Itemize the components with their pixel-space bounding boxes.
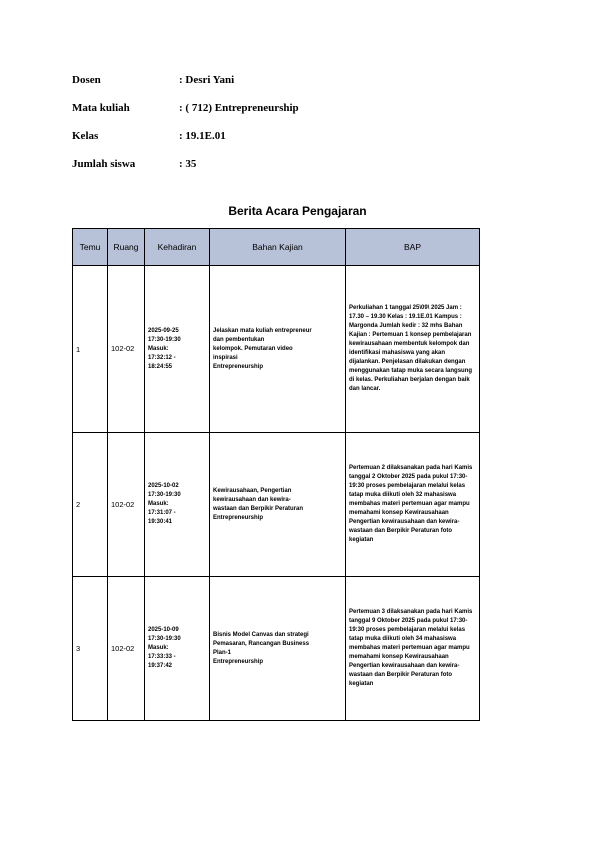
kehadiran-line: 17:30-19:30 xyxy=(148,636,181,642)
bahan-line: Pemasaran, Rancangan Business xyxy=(213,640,310,647)
bahan-line: kelompok. Pemutaran video xyxy=(213,345,293,352)
bahan-line: kewirausahaan dan kewira- xyxy=(213,496,291,503)
bahan-line: Bisnis Model Canvas dan strategi xyxy=(213,631,309,638)
table-row xyxy=(73,433,480,577)
cell-bahan-kajian xyxy=(210,433,346,577)
header-bap: BAP xyxy=(346,229,480,266)
table-row xyxy=(73,266,480,433)
kehadiran-line: 17:30-19:30 xyxy=(148,336,181,343)
kehadiran-line: Masuk: xyxy=(148,501,169,507)
kehadiran-line: 19:30:41 xyxy=(148,519,173,525)
info-value: : 35 xyxy=(179,158,197,170)
cell-ruang: 102-02 xyxy=(108,433,145,577)
cell-kehadiran xyxy=(145,266,210,433)
bahan-line: wastaan dan Berpikir Peraturan xyxy=(213,505,304,512)
bahan-line: Entrepreneurship xyxy=(213,658,264,665)
kehadiran-line: Masuk: xyxy=(148,645,169,651)
page-title: Berita Acara Pengajaran xyxy=(228,204,367,218)
bahan-line: Jelaskan mata kuliah entrepreneur xyxy=(213,327,312,334)
info-label: Dosen xyxy=(72,74,101,86)
cell-bap: Perkuliahan 1 tanggal 25\09\ 2025 Jam : 17.30 – 19.30 Kelas : 19.1E.01 Kampus : Margonda Jumlah kedir : 32 mhs Bahan Kajian : Pertemuan 1 konsep pembelajaran kewirausahaan membentuk kelompok dan identifikasi mahasiswa yang akan dijalankan. Penjelasan dilakukan dengan menggunakan tatap muka secara langsung di kelas. Perkuliahan berjalan dengan baik dan lancar. xyxy=(346,266,480,433)
cell-bahan-kajian xyxy=(210,577,346,721)
cell-temu: 2 xyxy=(73,433,108,577)
cell-kehadiran xyxy=(145,433,210,577)
bahan-line: inspirasi xyxy=(213,354,238,361)
kehadiran-line: Masuk: xyxy=(148,345,169,352)
info-label: Kelas xyxy=(72,130,99,142)
info-row-dosen xyxy=(72,66,492,94)
header-bahan-kajian: Bahan Kajian xyxy=(210,229,346,266)
bahan-line: Entrepreneurship xyxy=(213,514,264,521)
kehadiran-line: 18:24:55 xyxy=(148,363,173,370)
bahan-line: Kewirausahaan, Pengertian xyxy=(213,487,292,494)
cell-bahan-kajian xyxy=(210,266,346,433)
kehadiran-line: 17:30-19:30 xyxy=(148,492,181,498)
kehadiran-line: 17:31:07 - xyxy=(148,510,176,516)
cell-temu: 3 xyxy=(73,577,108,721)
cell-temu: 1 xyxy=(73,266,108,433)
bahan-line: dan pembentukan xyxy=(213,336,265,343)
cell-kehadiran xyxy=(145,577,210,721)
course-info xyxy=(72,66,492,178)
table-row xyxy=(73,577,480,721)
cell-ruang: 102-02 xyxy=(108,266,145,433)
bahan-line: Entrepreneurship xyxy=(213,363,264,370)
kehadiran-line: 2025-09-25 xyxy=(148,327,179,334)
header-temu: Temu xyxy=(73,229,108,266)
header-ruang: Ruang xyxy=(108,229,145,266)
table-header-row xyxy=(73,229,480,266)
info-row-jumlah-siswa xyxy=(72,150,492,178)
cell-ruang: 102-02 xyxy=(108,577,145,721)
bahan-line: Plan-1 xyxy=(213,649,232,656)
info-row-mata-kuliah xyxy=(72,94,492,122)
header-kehadiran: Kehadiran xyxy=(145,229,210,266)
kehadiran-line: 17:32:12 - xyxy=(148,354,176,361)
info-row-kelas xyxy=(72,122,492,150)
info-label: Jumlah siswa xyxy=(72,158,136,170)
cell-bap: Pertemuan 3 dilaksanakan pada hari Kamis tanggal 9 Oktober 2025 pada pukul 17:30-19:30 proses pembelajaran melalui kelas tatap muka diikuti oleh 34 mahasiswa membahas materi pertemuan agar mampu memahami konsep Kewirausahaan Pengertian kewirausahaan dan kewira-wastaan dan Berpikir Peraturan foto kegiatan xyxy=(346,577,480,721)
kehadiran-line: 2025-10-02 xyxy=(148,483,179,489)
info-value: : ( 712) Entrepreneurship xyxy=(179,102,299,114)
cell-bap: Pertemuan 2 dilaksanakan pada hari Kamis tanggal 2 Oktober 2025 pada pukul 17:30-19:30 proses pembelajaran melalui kelas tatap muka diikuti oleh 32 mahasiswa membahas materi pertemuan agar mampu memahami konsep Kewirausahaan Pengertian kewirausahaan dan kewira-wastaan dan Berpikir Peraturan foto kegiatan xyxy=(346,433,480,577)
kehadiran-line: 17:33:33 - xyxy=(148,654,176,660)
bap-table xyxy=(72,228,480,721)
info-label: Mata kuliah xyxy=(72,102,130,114)
info-value: : Desri Yani xyxy=(179,74,235,86)
kehadiran-line: 19:37:42 xyxy=(148,663,173,669)
info-value: : 19.1E.01 xyxy=(179,130,226,142)
kehadiran-line: 2025-10-09 xyxy=(148,627,179,633)
